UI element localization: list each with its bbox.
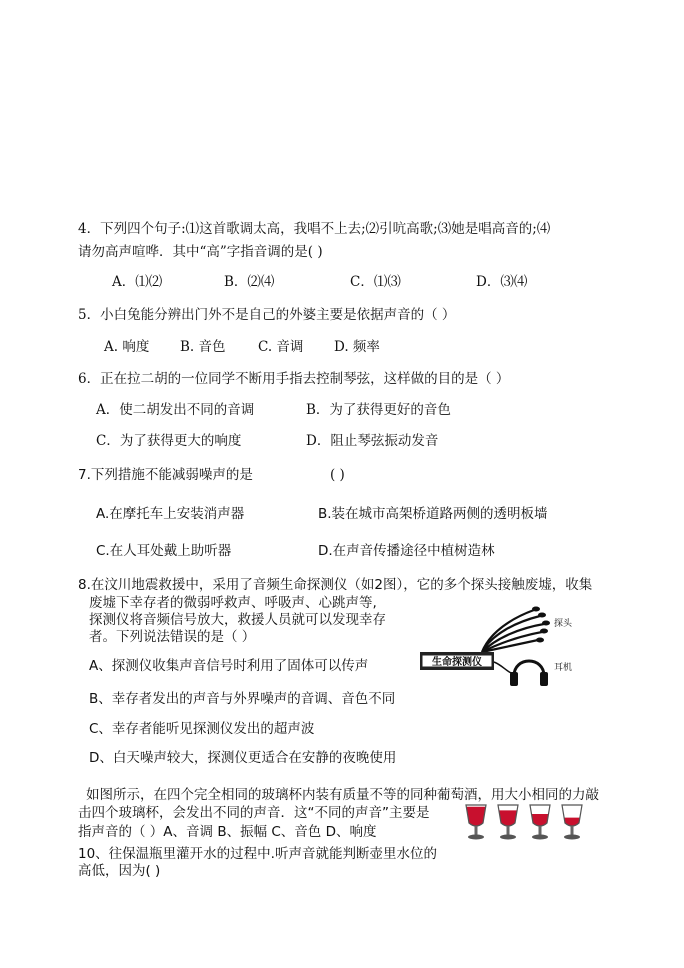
q6-option-d: D．阻止琴弦振动发音 bbox=[306, 433, 439, 449]
q8-option-d: D、白天噪声较大，探测仪更适合在安静的夜晚使用 bbox=[89, 750, 397, 766]
q5-option-c: C. 音调 bbox=[258, 339, 304, 355]
q7-blank: ( ) bbox=[330, 467, 345, 483]
detector-box bbox=[420, 652, 494, 670]
q5-option-b: B. 音色 bbox=[180, 339, 226, 355]
wine-glasses-figure bbox=[462, 802, 592, 844]
q5-stem: 5．小白兔能分辨出门外不是自己的外婆主要是依据声音的（ ） bbox=[78, 307, 456, 323]
glass-base bbox=[532, 835, 548, 840]
q10-stem-line1: 10、往保温瓶里灌开水的过程中.听声音就能判断壶里水位的 bbox=[78, 846, 437, 862]
q7-option-d: D.在声音传播途径中植树造林 bbox=[318, 543, 495, 559]
q6-option-c: C．为了获得更大的响度 bbox=[96, 433, 242, 449]
q7-option-a: A.在摩托车上安装消声器 bbox=[96, 506, 245, 522]
q4-stem-line2: 请勿高声喧哗．其中“高”字指音调的是( ) bbox=[78, 244, 323, 260]
q9-stem-line2: 击四个玻璃杯，会发出不同的声音．这“不同的声音”主要是 bbox=[78, 805, 430, 821]
earphone-label: 耳机 bbox=[554, 663, 573, 673]
glass-base bbox=[500, 835, 516, 840]
q7-option-c: C.在人耳处戴上助听器 bbox=[96, 543, 232, 559]
q4-option-d: D．⑶⑷ bbox=[476, 274, 528, 290]
q5-option-a: A. 响度 bbox=[104, 339, 150, 355]
device-label: 生命探测仪 bbox=[432, 657, 482, 668]
q6-stem: 6．正在拉二胡的一位同学不断用手指去控制琴弦，这样做的目的是（ ） bbox=[78, 371, 510, 387]
wine-glass-4 bbox=[562, 805, 582, 840]
probe-cables bbox=[482, 610, 544, 652]
q9-stem-line3: 指声音的（ ）A、音调 B、振幅 C、音色 D、响度 bbox=[78, 824, 377, 840]
q7-stem: 7.下列措施不能减弱噪声的是 bbox=[78, 467, 253, 483]
glass-base bbox=[564, 835, 580, 840]
q8-option-c: C、幸存者能听见探测仪发出的超声波 bbox=[89, 721, 315, 737]
q4-option-c: C．⑴⑶ bbox=[350, 274, 401, 290]
wine-glass-2 bbox=[498, 805, 518, 840]
q5-option-d: D. 频率 bbox=[334, 339, 380, 355]
q6-option-a: A．使二胡发出不同的音调 bbox=[96, 402, 255, 418]
q8-option-a: A、探测仪收集声音信号时利用了固体可以传声 bbox=[89, 658, 369, 674]
life-detector-figure bbox=[412, 600, 590, 692]
q8-stem-line1: 8.在汶川地震救援中，采用了音频生命探测仪（如2图），它的多个探头接触废墟，收集 bbox=[78, 577, 593, 593]
q10-stem-line2: 高低，因为( ) bbox=[78, 863, 161, 879]
q8-stem-line2: 废墟下幸存者的微弱呼救声、呼吸声、心跳声等, bbox=[89, 595, 377, 611]
wine-glass-1 bbox=[466, 805, 486, 840]
q9-stem-line1: 如图所示，在四个完全相同的玻璃杯内装有质量不等的同种葡萄酒，用大小相同的力敲 bbox=[86, 787, 599, 803]
q4-stem-line1: 4．下列四个句子:⑴这首歌调太高，我唱不上去;⑵引吭高歌;⑶她是唱高音的;⑷ bbox=[78, 221, 551, 237]
glass-base bbox=[468, 835, 484, 840]
q8-option-b: B、幸存者发出的声音与外界噪声的音调、音色不同 bbox=[89, 691, 396, 707]
q7-option-b: B.装在城市高架桥道路两侧的透明板墙 bbox=[318, 506, 548, 522]
q6-option-b: B．为了获得更好的音色 bbox=[306, 402, 451, 418]
q8-stem-line4: 者。下列说法错误的是（ ） bbox=[89, 629, 256, 645]
probe-label: 探头 bbox=[554, 619, 573, 629]
q8-stem-line3: 探测仪将音频信号放大，救援人员就可以发现幸存 bbox=[89, 612, 386, 628]
q4-option-a: A．⑴⑵ bbox=[112, 274, 163, 290]
wine-glass-3 bbox=[530, 805, 550, 840]
q4-option-b: B．⑵⑷ bbox=[224, 274, 275, 290]
earphone-icon bbox=[510, 661, 548, 686]
